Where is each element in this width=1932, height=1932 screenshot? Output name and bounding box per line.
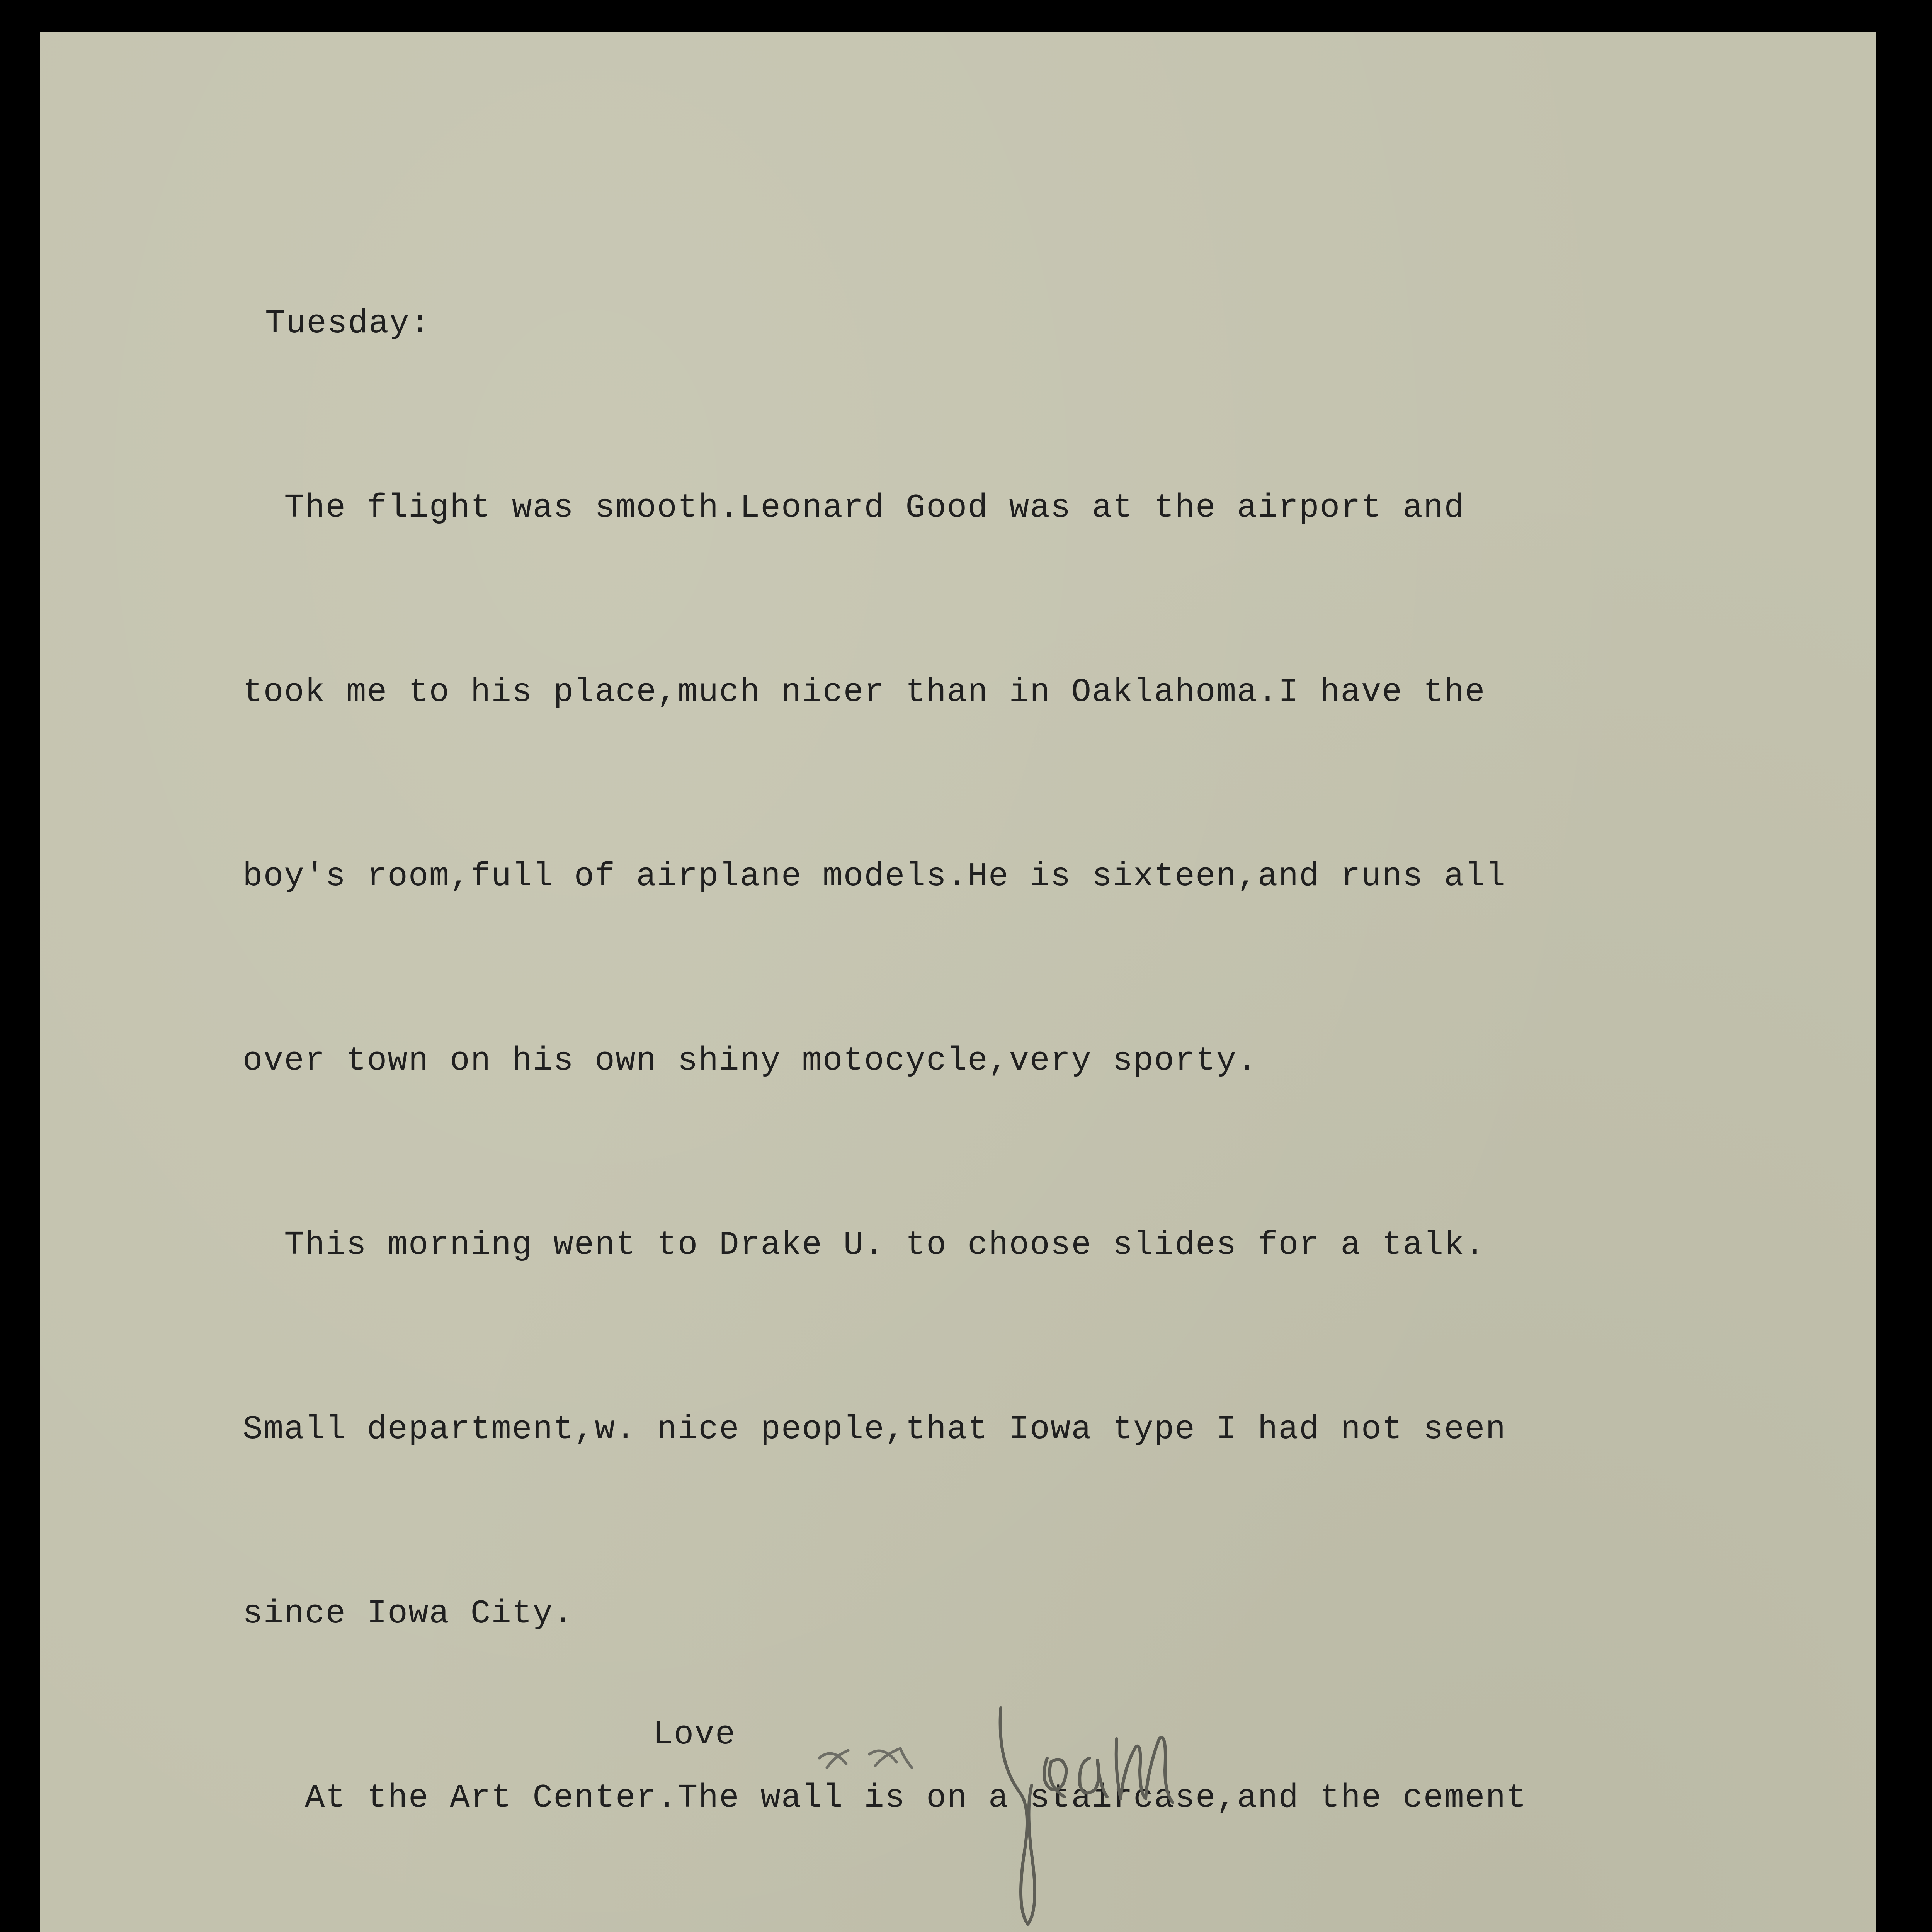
letter-heading: Tuesday:	[265, 304, 431, 342]
handwritten-kisses	[811, 1731, 927, 1785]
closing-text: Love	[653, 1716, 736, 1753]
letter-line: The flight was smooth.Leonard Good was at the airport and	[243, 489, 1465, 527]
letter-line: took me to his place,much nicer than in Oaklahoma.I have the	[243, 673, 1486, 711]
letter-line: boy's room,full of airplane models.He is sixteen,and runs all	[243, 857, 1507, 895]
letter-line: Small department,w. nice people,that Iowa type I had not seen	[243, 1410, 1507, 1448]
letter-line: over town on his own shiny motocycle,very sporty.	[243, 1042, 1258, 1080]
handwritten-signature	[974, 1692, 1190, 1932]
letter-line: At the Art Center.The wall is on a staircase,and the cement	[243, 1779, 1527, 1817]
letter-body	[243, 170, 1788, 1932]
letter-line: This morning went to Drake U. to choose slides for a talk.	[243, 1226, 1486, 1264]
letter-line: since Iowa City.	[243, 1595, 574, 1633]
